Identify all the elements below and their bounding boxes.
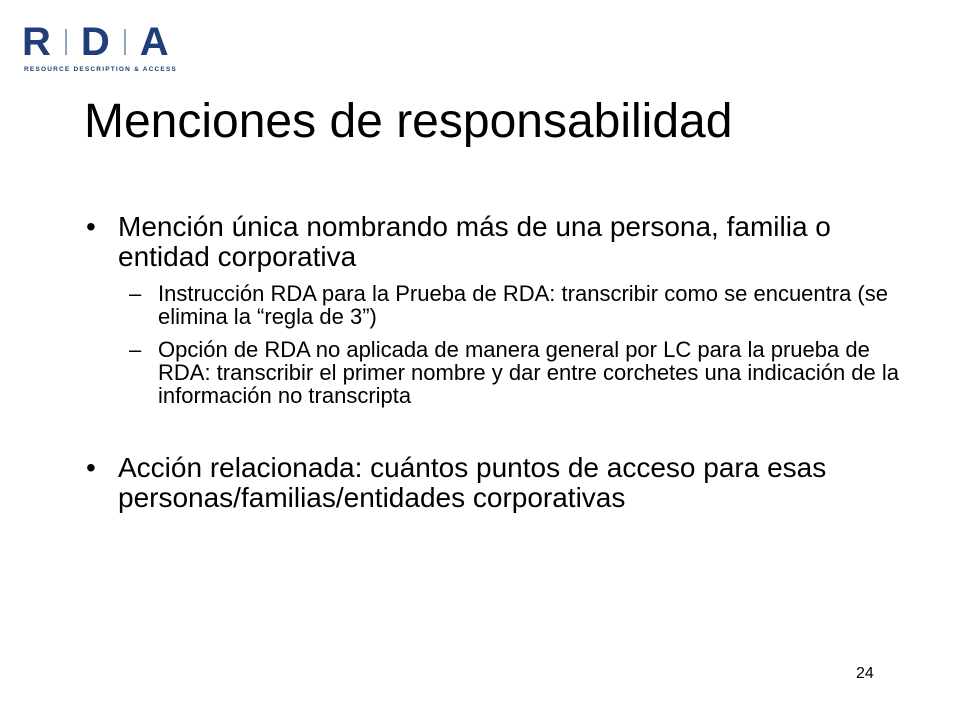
logo-letter-r: R (22, 20, 51, 64)
dash-marker: – (129, 281, 142, 306)
dash-marker: – (129, 337, 142, 362)
bullet-text: Acción relacionada: cuántos puntos de acceso para esas personas/familias/entidades corporativas (118, 452, 827, 513)
sub-bullet-item (86, 338, 926, 407)
sub-bullet-item (86, 282, 926, 328)
sub-bullet-text: Instrucción RDA para la Prueba de RDA: transcribir como se encuentra (se elimina la “regla de 3”) (158, 281, 888, 329)
logo-tagline: RESOURCE DESCRIPTION & ACCESS (24, 66, 178, 73)
slide-title: Menciones de responsabilidad (84, 95, 733, 148)
bullet-marker: • (86, 452, 96, 483)
slide-content (86, 212, 926, 513)
logo-separator (124, 29, 126, 55)
slide-number: 24 (856, 665, 874, 682)
bullet-text: Mención única nombrando más de una persona, familia o entidad corporativa (118, 211, 831, 272)
bullet-item (86, 212, 926, 272)
rda-logo (22, 22, 207, 78)
bullet-marker: • (86, 211, 96, 242)
sub-bullet-text: Opción de RDA no aplicada de manera general por LC para la prueba de RDA: transcribir el primer nombre y dar entre corchetes una indicación de la información no transcripta (158, 337, 899, 408)
logo-separator (65, 29, 67, 55)
logo-letter-a: A (139, 20, 169, 64)
bullet-item (86, 453, 926, 513)
logo-letter-d: D (80, 20, 110, 64)
logo-letters (22, 22, 169, 62)
